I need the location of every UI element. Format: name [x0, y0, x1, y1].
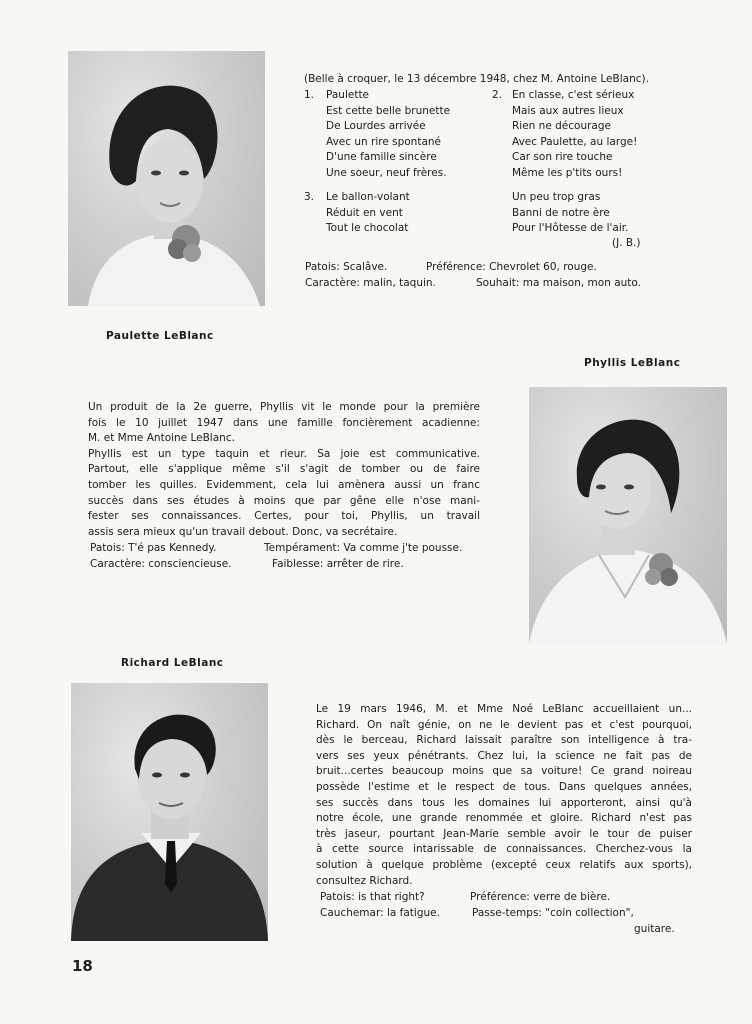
poem-line: D'une famille sincère: [326, 151, 437, 164]
paragraph-line: succès dans ses études à moins que par gêne elle n'ose mani-: [88, 494, 480, 507]
poem-line: Paulette: [326, 89, 370, 101]
paragraph-line: Partout, elle s'applique même s'il s'agit de tomber ou de faire: [88, 463, 480, 476]
paulette-stanza1: [326, 88, 450, 182]
phyllis-photo: [529, 387, 727, 644]
poem-line: Pour l'Hôtesse de l'air.: [512, 222, 629, 235]
paulette-caption: Paulette LeBlanc: [106, 330, 214, 342]
paulette-caractere: Caractère: malin, taquin.: [305, 277, 436, 289]
poem-line: Même les p'tits ours!: [512, 166, 623, 179]
richard-passetemps: Passe-temps: "coin collection",: [472, 907, 634, 919]
richard-passetemps-cont: guitare.: [634, 923, 675, 935]
paulette-stanza2: [512, 88, 637, 182]
paulette-stanza2-number: 2.: [492, 89, 503, 101]
richard-photo: [71, 683, 268, 941]
phyllis-faiblesse: Faiblesse: arrêter de rire.: [272, 558, 404, 570]
paulette-intro: (Belle à croquer, le 13 décembre 1948, chez M. Antoine LeBlanc).: [304, 73, 649, 85]
paragraph-line: Un produit de la 2e guerre, Phyllis vit le monde pour la première: [88, 401, 480, 413]
paragraph-line: tomber les quilles. Evidemment, cela lui amènera aussi un franc: [88, 478, 480, 491]
paragraph-line: très jaseur, pourtant Jean-Marie semble avoir le tour de puiser: [316, 827, 692, 840]
paulette-patois: Patois: Scalâve.: [305, 261, 388, 273]
richard-caption: Richard LeBlanc: [121, 657, 224, 669]
paragraph-line: Richard. On naît génie, on ne le devient pas et c'est pourquoi,: [316, 718, 692, 731]
poem-line: Réduit en vent: [326, 206, 403, 219]
poem-line: Un peu trop gras: [512, 191, 601, 203]
poem-line: Avec Paulette, au large!: [512, 135, 638, 148]
paragraph-line: dès le berceau, Richard laissait paraître son intelligence à tra-: [316, 734, 692, 747]
paragraph-line: notre école, une grande renommée et gloire. Richard n'est pas: [316, 812, 692, 825]
phyllis-patois: Patois: T'é pas Kennedy.: [90, 542, 217, 554]
poem-line: Le ballon-volant: [326, 191, 410, 203]
paulette-preference: Préférence: Chevrolet 60, rouge.: [426, 261, 597, 273]
paulette-stanza1-number: 1.: [304, 89, 315, 101]
paulette-stanza3-number: 3.: [304, 191, 315, 203]
paulette-stanza4: [512, 190, 628, 237]
paragraph-line: fester ses connaissances. Certes, pour toi, Phyllis, un travail: [88, 510, 480, 523]
paragraph-line: consultez Richard.: [316, 874, 413, 887]
paragraph-line: possède l'estime et le respect de tous. Dans quelques années,: [316, 780, 692, 793]
poem-line: Banni de notre ère: [512, 206, 610, 219]
phyllis-caption: Phyllis LeBlanc: [584, 357, 681, 369]
paragraph-line: bruit...certes beaucoup moins que sa voiture! Ce grand noireau: [316, 765, 692, 778]
paragraph-line: Phyllis est un type taquin et rieur. Sa joie est communicative.: [88, 447, 480, 460]
poem-line: Avec un rire spontané: [326, 135, 441, 148]
phyllis-temperament: Tempérament: Va comme j'te pousse.: [264, 542, 463, 554]
poem-line: Une soeur, neuf frères.: [326, 166, 447, 179]
poem-line: Est cette belle brunette: [326, 104, 451, 117]
poem-line: En classe, c'est sérieux: [512, 89, 635, 101]
paragraph-line: Le 19 mars 1946, M. et Mme Noé LeBlanc accueillaient un...: [316, 703, 692, 715]
poem-line: De Lourdes arrivée: [326, 120, 426, 133]
poem-line: Mais aux autres lieux: [512, 104, 624, 117]
paragraph-line: M. et Mme Antoine LeBlanc.: [88, 432, 235, 445]
paragraph-line: solution à quelque problème (excepté ceux relatifs aux sports),: [316, 858, 692, 871]
richard-patois: Patois: is that right?: [320, 891, 425, 903]
paragraph-line: à cette source intarissable de connaissances. Cherchez-vous la: [316, 843, 692, 856]
paragraph-line: assis sera mieux qu'un travail debout. Donc, va secrétaire.: [88, 525, 398, 538]
paulette-souhait: Souhait: ma maison, mon auto.: [476, 277, 641, 289]
poem-line: Rien ne décourage: [512, 120, 611, 133]
paulette-photo: [68, 51, 265, 306]
richard-paragraph: [316, 702, 692, 889]
paulette-stanza3: [326, 190, 410, 237]
paragraph-line: vers ses yeux pénétrants. Chez lui, la science ne fait pas de: [316, 749, 692, 762]
richard-cauchemar: Cauchemar: la fatigue.: [320, 907, 440, 919]
paragraph-line: ses succès dans tous les domaines lui apporteront, ainsi qu'à: [316, 796, 692, 809]
phyllis-caractere: Caractère: consciencieuse.: [90, 558, 232, 570]
phyllis-paragraph: [88, 400, 480, 540]
poem-line: Tout le chocolat: [326, 222, 409, 235]
paragraph-line: fois le 10 juillet 1947 dans une famille foncièrement acadienne:: [88, 416, 480, 429]
poem-line: Car son rire touche: [512, 151, 613, 164]
page-number: 18: [72, 957, 93, 975]
richard-preference: Préférence: verre de bière.: [470, 891, 611, 903]
paulette-signature: (J. B.): [612, 237, 641, 249]
